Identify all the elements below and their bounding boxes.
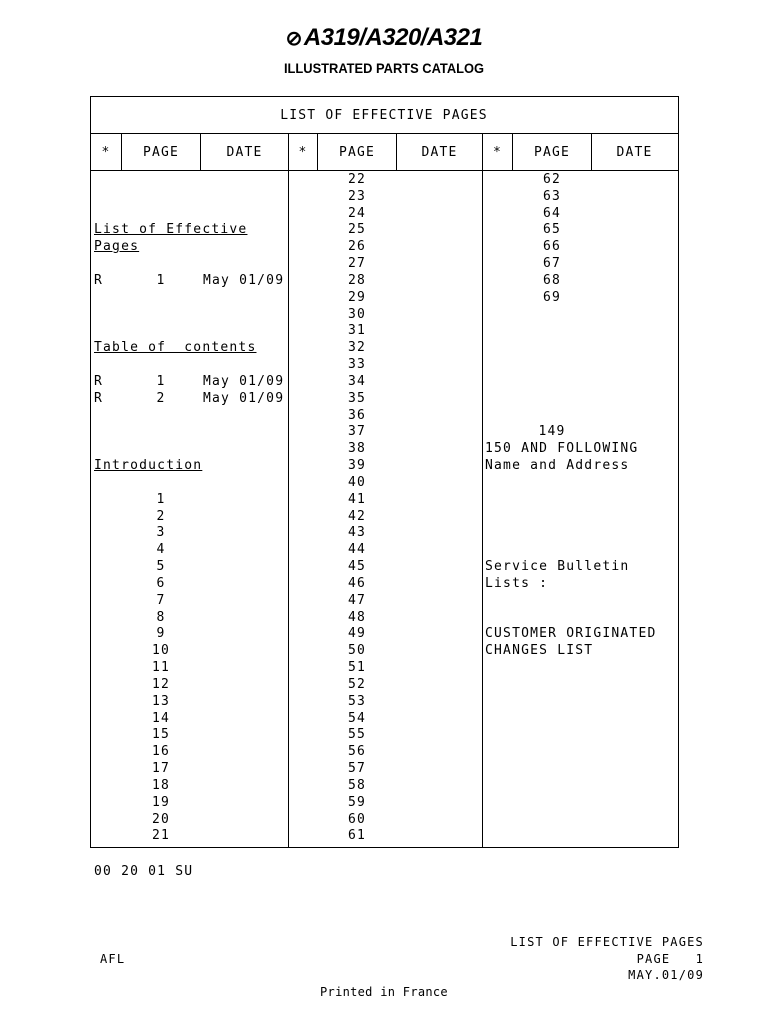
page-number: 23 bbox=[347, 188, 367, 204]
page-number: 10 bbox=[151, 643, 171, 659]
section-heading: CUSTOMER ORIGINATED bbox=[485, 626, 657, 642]
page-number: 149 bbox=[538, 424, 566, 440]
printed-in: Printed in France bbox=[320, 985, 448, 999]
page-number: 59 bbox=[347, 794, 367, 810]
page-number: 64 bbox=[542, 205, 562, 221]
aircraft-title bbox=[0, 24, 768, 52]
page-number: 20 bbox=[151, 811, 171, 827]
page-number: 6 bbox=[156, 575, 166, 591]
page-number: 40 bbox=[347, 474, 367, 490]
page-number: 27 bbox=[347, 256, 367, 272]
airbus-logo-icon: ⊘ bbox=[285, 28, 302, 50]
page-number: 69 bbox=[542, 289, 562, 305]
page-number: 30 bbox=[347, 306, 367, 322]
page-number: 22 bbox=[347, 172, 367, 187]
page-date: May 01/09 bbox=[203, 272, 285, 288]
section-heading: Name and Address bbox=[485, 458, 630, 474]
page-number: 29 bbox=[347, 289, 367, 305]
page-number: 31 bbox=[347, 323, 367, 339]
page-number: 65 bbox=[542, 222, 562, 238]
page-number: 32 bbox=[347, 340, 367, 356]
section-heading: Lists : bbox=[485, 575, 549, 591]
page-date: May 01/09 bbox=[203, 373, 285, 389]
header-star: * bbox=[298, 144, 308, 160]
table-title: LIST OF EFFECTIVE PAGES bbox=[280, 107, 488, 123]
page-number: 61 bbox=[347, 828, 367, 844]
page-number: 14 bbox=[151, 710, 171, 726]
page-number: 11 bbox=[151, 660, 171, 676]
page-number: 67 bbox=[542, 256, 562, 272]
page-number: 35 bbox=[347, 390, 367, 406]
page-number: 54 bbox=[347, 710, 367, 726]
page-number: 52 bbox=[347, 676, 367, 692]
page-number: 12 bbox=[151, 676, 171, 692]
page-number: 24 bbox=[347, 205, 367, 221]
page-number: 43 bbox=[347, 525, 367, 541]
page-number: 62 bbox=[542, 172, 562, 187]
page-number: 13 bbox=[151, 693, 171, 709]
page-number: 45 bbox=[347, 559, 367, 575]
page-number: 33 bbox=[347, 357, 367, 373]
page-number: 25 bbox=[347, 222, 367, 238]
header-star: * bbox=[101, 144, 111, 160]
section-heading: List of Effective bbox=[94, 222, 248, 238]
page-number: 3 bbox=[156, 525, 166, 541]
page-number: 18 bbox=[151, 777, 171, 793]
page-number: 48 bbox=[347, 609, 367, 625]
page-number: 9 bbox=[156, 626, 166, 642]
page-number: 51 bbox=[347, 660, 367, 676]
header-divider bbox=[90, 170, 678, 171]
page-number: 1 bbox=[156, 272, 166, 288]
header-date: DATE bbox=[616, 144, 653, 160]
page-number: 50 bbox=[347, 643, 367, 659]
section-heading: Pages bbox=[94, 239, 140, 255]
page-number: 42 bbox=[347, 508, 367, 524]
group-divider-2 bbox=[482, 133, 483, 847]
aircraft-models: A319/A320/A321 bbox=[303, 24, 483, 51]
revision-mark: R bbox=[94, 373, 104, 389]
page-number: 53 bbox=[347, 693, 367, 709]
header-page: PAGE bbox=[142, 144, 180, 160]
page-number: 5 bbox=[156, 559, 166, 575]
page-number: 19 bbox=[151, 794, 171, 810]
page-number: 2 bbox=[156, 508, 166, 524]
document-code: 00 20 01 SU bbox=[94, 864, 194, 879]
footer-page-number: PAGE 1 bbox=[636, 952, 704, 966]
page-number: 41 bbox=[347, 491, 367, 507]
page-number: 60 bbox=[347, 811, 367, 827]
page-number: 2 bbox=[156, 390, 166, 406]
page-number: 63 bbox=[542, 188, 562, 204]
page-number: 4 bbox=[156, 542, 166, 558]
page-number: 68 bbox=[542, 272, 562, 288]
catalog-subtitle: ILLUSTRATED PARTS CATALOG bbox=[283, 60, 485, 76]
group-divider-1 bbox=[288, 133, 289, 847]
section-heading: Service Bulletin bbox=[485, 559, 630, 575]
revision-mark: R bbox=[94, 390, 104, 406]
section-heading: 150 AND FOLLOWING bbox=[485, 441, 639, 457]
page-number: 46 bbox=[347, 575, 367, 591]
page-number: 26 bbox=[347, 239, 367, 255]
page-number: 58 bbox=[347, 777, 367, 793]
page-number: 34 bbox=[347, 373, 367, 389]
operator-code: AFL bbox=[100, 952, 126, 966]
page-number: 44 bbox=[347, 542, 367, 558]
page-number: 36 bbox=[347, 407, 367, 423]
page-number: 57 bbox=[347, 761, 367, 777]
footer-section-title: LIST OF EFFECTIVE PAGES bbox=[510, 935, 704, 949]
section-heading: Table of contents bbox=[94, 340, 257, 356]
page-number: 28 bbox=[347, 272, 367, 288]
header-date: DATE bbox=[421, 144, 458, 160]
page-number: 47 bbox=[347, 592, 367, 608]
page-number: 37 bbox=[347, 424, 367, 440]
header-date: DATE bbox=[226, 144, 263, 160]
revision-mark: R bbox=[94, 272, 104, 288]
page-number: 56 bbox=[347, 744, 367, 760]
page-date: May 01/09 bbox=[203, 390, 285, 406]
page-number: 49 bbox=[347, 626, 367, 642]
page-number: 7 bbox=[156, 592, 166, 608]
page-number: 38 bbox=[347, 441, 367, 457]
page-number: 17 bbox=[151, 761, 171, 777]
footer-revision-date: MAY.01/09 bbox=[628, 968, 704, 982]
page-number: 16 bbox=[151, 744, 171, 760]
header-page: PAGE bbox=[338, 144, 376, 160]
page-number: 39 bbox=[347, 458, 367, 474]
page-number: 1 bbox=[156, 373, 166, 389]
page-number: 21 bbox=[151, 828, 171, 844]
page-number: 8 bbox=[156, 609, 166, 625]
section-heading: Introduction bbox=[94, 458, 203, 474]
page-number: 66 bbox=[542, 239, 562, 255]
page-number: 1 bbox=[156, 491, 166, 507]
section-heading: CHANGES LIST bbox=[485, 643, 594, 659]
page-number: 55 bbox=[347, 727, 367, 743]
header-star: * bbox=[492, 144, 503, 160]
header-page: PAGE bbox=[533, 144, 571, 160]
page-number: 15 bbox=[151, 727, 171, 743]
